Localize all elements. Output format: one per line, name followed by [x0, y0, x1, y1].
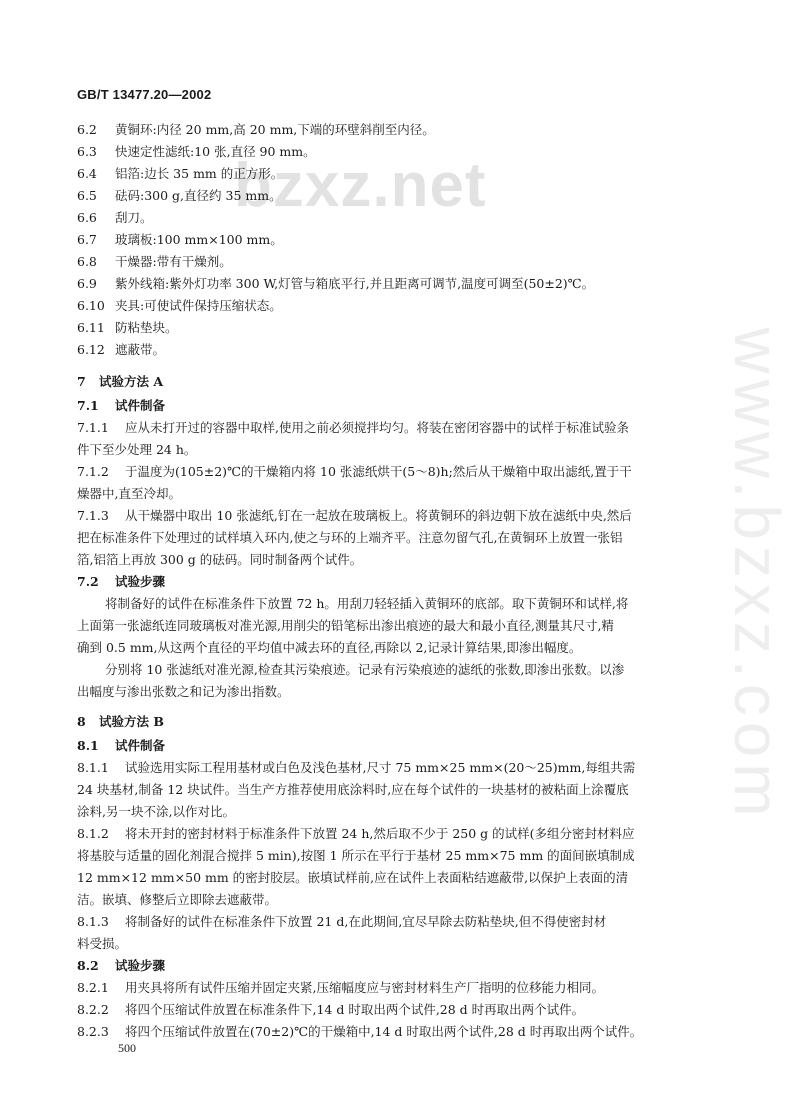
clause-6-10: 6.10 夹具:可使试件保持压缩状态。: [77, 298, 282, 313]
clause-6-9: 6.9 紫外线箱:紫外灯功率 300 W,灯管与箱底平行,并且距离可调节,温度可调至(50±2)℃。: [77, 276, 595, 291]
clause-8-2-3: 8.2.3 将四个压缩试件放置在(70±2)℃的干燥箱中,14 d 时取出两个试件,28 d 时再取出两个试件。: [77, 1024, 643, 1039]
clause-7-1-3-cont1: 把在标准条件下处理过的试样填入环内,使之与环的上端齐平。注意勿留气孔,在黄铜环上放置一张铝: [77, 530, 623, 545]
clause-6-4: 6.4 铝箔:边长 35 mm 的正方形。: [77, 166, 284, 181]
section-7-1-heading: 7.1 试件制备: [77, 398, 166, 413]
clause-6-8: 6.8 干燥器:带有干燥剂。: [77, 254, 232, 269]
standard-code: GB/T 13477.20—2002: [77, 87, 212, 102]
clause-7-1-3-cont2: 箔,铝箔上再放 300 g 的砝码。同时制备两个试件。: [77, 552, 363, 567]
watermark-center: bzxz.net: [234, 151, 487, 220]
clause-8-1-3: 8.1.3 将制备好的试件在标准条件下放置 21 d,在此期间,宜尽早除去防粘垫块,但不得使密封材: [77, 914, 607, 929]
clause-6-5: 6.5 砝码:300 g,直径约 35 mm。: [77, 188, 282, 203]
clause-7-1-1: 7.1.1 应从未打开过的容器中取样,使用之前必须搅拌均匀。将装在密闭容器中的试样于标准试验条: [77, 420, 629, 435]
section-8-heading: 8 试验方法 B: [77, 714, 164, 729]
para-7-2-2-cont: 出幅度与渗出张数之和记为渗出指数。: [77, 684, 290, 699]
clause-6-6: 6.6 刮刀。: [77, 210, 153, 225]
para-7-2-1: 将制备好的试件在标准条件下放置 72 h。用刮刀轻轻插入黄铜环的底部。取下黄铜环和试样,将: [105, 596, 629, 611]
clause-8-1-2-cont2: 12 mm×12 mm×50 mm 的密封胶层。嵌填试样前,应在试件上表面粘结遮蔽带,以保护上表面的清: [77, 870, 629, 885]
clause-8-1-2-cont1: 将基胶与适量的固化剂混合搅拌 5 min),按图 1 所示在平行于基材 25 mm×75 mm 的面间嵌填制成: [77, 848, 635, 863]
clause-8-2-1: 8.2.1 用夹具将所有试件压缩并固定夹紧,压缩幅度应与密封材料生产厂指明的位移能力相同。: [77, 980, 604, 995]
section-7-heading: 7 试验方法 A: [77, 374, 164, 389]
clause-8-1-2: 8.1.2 将未开封的密封材料于标准条件下放置 24 h,然后取不少于 250 g 的试样(多组分密封材料应: [77, 826, 635, 841]
clause-8-1-3-cont: 料受损。: [77, 936, 128, 951]
clause-8-1-1-cont2: 涂料,另一块不涂,以作对比。: [77, 804, 235, 819]
clause-7-1-2: 7.1.2 于温度为(105±2)℃的干燥箱内将 10 张滤纸烘干(5～8)h;然后从干燥箱中取出滤纸,置于干: [77, 464, 632, 479]
clause-6-11: 6.11 防粘垫块。: [77, 320, 178, 335]
clause-6-2: 6.2 黄铜环:内径 20 mm,高 20 mm,下端的环壁斜削至内径。: [77, 122, 435, 137]
clause-8-2-2: 8.2.2 将四个压缩试件放置在标准条件下,14 d 时取出两个试件,28 d 时再取出两个试件。: [77, 1002, 585, 1017]
clause-8-1-1: 8.1.1 试验选用实际工程用基材或白色及浅色基材,尺寸 75 mm×25 mm×(20～25)mm,每组共需: [77, 760, 636, 775]
section-8-2-heading: 8.2 试验步骤: [77, 958, 166, 973]
section-8-1-heading: 8.1 试件制备: [77, 738, 166, 753]
clause-6-7: 6.7 玻璃板:100 mm×100 mm。: [77, 232, 283, 247]
para-7-2-2: 分别将 10 张滤纸对准光源,检查其污染痕迹。记录有污染痕迹的滤纸的张数,即渗出张数。以渗: [105, 662, 625, 677]
clause-6-3: 6.3 快速定性滤纸:10 张,直径 90 mm。: [77, 144, 316, 159]
page-number: 500: [118, 1041, 136, 1055]
watermark-side: www.bzxz.com: [721, 327, 793, 823]
clause-8-1-1-cont1: 24 块基材,制备 12 块试件。当生产方推荐使用底涂料时,应在每个试件的一块基材的被粘面上涂覆底: [77, 782, 629, 797]
clause-7-1-3: 7.1.3 从干燥器中取出 10 张滤纸,钉在一起放在玻璃板上。将黄铜环的斜边朝下放在滤纸中央,然后: [77, 508, 632, 523]
section-7-2-heading: 7.2 试验步骤: [77, 574, 166, 589]
clause-6-12: 6.12 遮蔽带。: [77, 342, 166, 357]
para-7-2-1-cont2: 确到 0.5 mm,从这两个直径的平均值中减去环的直径,再除以 2,记录计算结果,即渗出幅度。: [77, 640, 582, 655]
para-7-2-1-cont1: 上面第一张滤纸连同玻璃板对准光源,用削尖的铅笔标出渗出痕迹的最大和最小直径,测量其尺寸,精: [77, 618, 614, 633]
clause-7-1-2-cont: 燥器中,直至冷却。: [77, 486, 181, 501]
clause-7-1-1-cont: 件下至少处理 24 h。: [77, 442, 197, 457]
clause-8-1-2-cont3: 洁。嵌填、修整后立即除去遮蔽带。: [77, 892, 278, 907]
